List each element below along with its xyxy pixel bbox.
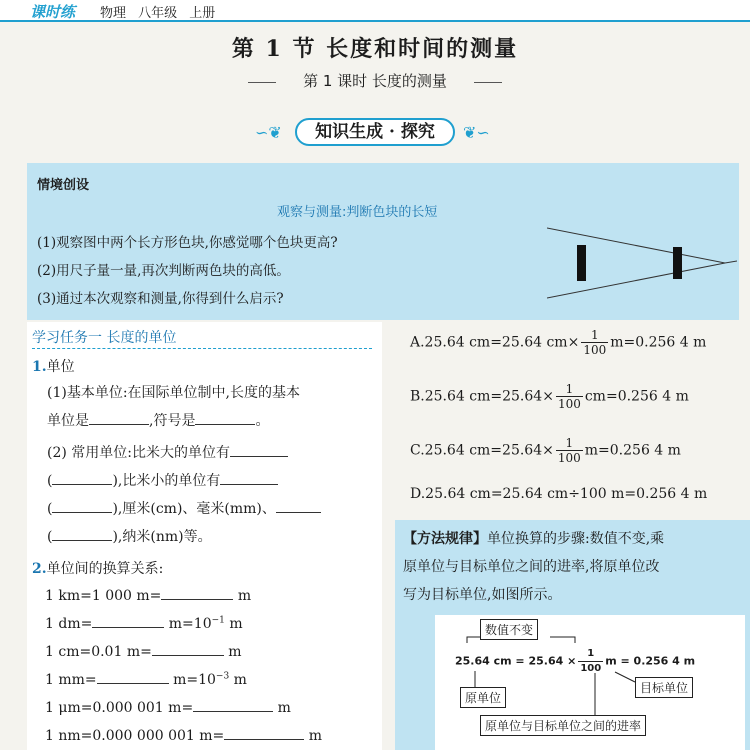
method-line-1 [403,528,664,548]
conv-um-blank[interactable] [193,698,273,712]
conv-cm-blank[interactable] [152,642,224,656]
frac-den: 100 [557,451,581,465]
conv-cm-left: 1 cm=0.01 m= [45,644,152,660]
option-c-fraction [556,436,583,465]
lesson-rule-right [474,82,502,83]
option-b-pre: B.25.64 cm=25.64× [410,388,554,405]
knowledge-banner [235,115,515,149]
task-heading: 学习任务一 长度的单位 [32,330,177,346]
item1-title: 单位 [46,359,75,375]
common-unit-text-2: ),比米小的单位有 [112,473,221,489]
paren-open-2: ( [47,501,53,517]
option-b[interactable] [410,382,689,411]
scenario-question-2: (2)用尺子量一量,再次判断两色块的高低。 [37,263,290,279]
conv-dm-mid: m=10 [168,616,212,632]
conversion-um [45,698,291,716]
smaller-unit-blank[interactable] [220,471,278,485]
paren-open-1: ( [47,473,53,489]
larger-unit-blank[interactable] [230,443,288,457]
conv-dm-exponent: −1 [211,615,225,626]
method-tag: 【方法规律】 [403,531,487,547]
paren-open-3: ( [47,529,53,545]
scenario-question-3: (3)通过本次观察和测量,你得到什么启示? [37,291,284,307]
arrow-left-top [467,637,480,643]
conv-dm-left: 1 dm= [45,616,93,632]
micrometer-symbol-blank[interactable] [52,527,112,541]
basic-unit-symbol-blank[interactable] [195,411,255,425]
conv-mm-blank[interactable] [97,670,169,684]
smaller-unit-symbol-blank[interactable] [52,499,112,513]
conv-cm-unit: m [228,644,242,660]
option-c[interactable] [410,436,681,465]
conv-km-blank[interactable] [161,586,233,600]
learning-task-column [27,322,382,750]
section-title: 第 1 节 长度和时间的测量 [231,36,519,62]
scenario-box [27,163,739,320]
frac-num: 1 [556,436,583,451]
lesson-title: 第 1 课时 长度的测量 [303,72,447,90]
conv-mm-exponent: −3 [215,671,230,682]
scenario-question-1: (1)观察图中两个长方形色块,你感觉哪个色块更高? [37,235,338,251]
basic-unit-name-blank[interactable] [89,411,149,425]
conv-nm-left: 1 nm=0.000 000 001 m= [45,728,225,744]
basic-unit-line2 [47,410,269,430]
item1-number: 1. [32,359,47,375]
color-block-right [673,247,682,279]
common-unit-text-1: (2) 常用单位:比米大的单位有 [47,445,230,461]
basic-unit-line1: (1)基本单位:在国际单位制中,长度的基本 [47,385,300,401]
conversion-diagram [435,615,745,750]
item2-number: 2. [32,561,47,577]
arrow-right-top [550,637,575,643]
conv-km-left: 1 km=1 000 m= [45,588,162,604]
formula-fraction [578,647,603,676]
option-d[interactable]: D.25.64 cm=25.64 cm÷100 m=0.256 4 m [410,486,708,502]
formula-frac-den: 100 [580,663,602,674]
basic-unit-text-b: ,符号是 [149,413,196,429]
common-unit-line3 [47,498,321,518]
item2-heading [32,558,163,578]
conv-nm-blank[interactable] [224,726,304,740]
common-unit-line4 [47,526,212,546]
swirl-left-icon: ∽❦ [255,123,282,142]
option-b-fraction [556,382,583,411]
frac-den: 100 [583,343,607,357]
perspective-illustration [547,213,737,313]
common-unit-line1 [47,442,288,462]
conv-mm-unit: m [229,672,247,688]
value-unchanged-label: 数值不变 [480,619,538,640]
conv-nm-unit: m [308,728,322,744]
scenario-subtitle: 观察与测量:判断色块的长短 [277,205,438,220]
conv-dm-unit: m [224,616,243,632]
formula-right: m = 0.256 4 m [605,654,696,668]
option-c-pre: C.25.64 cm=25.64× [410,442,554,459]
method-line-3: 写为目标单位,如图所示。 [403,587,562,603]
conv-um-left: 1 μm=0.000 001 m= [45,700,194,716]
formula-left: 25.64 cm = 25.64 × [455,654,577,668]
frac-den: 100 [557,397,581,411]
color-block-left [577,245,586,281]
conv-um-unit: m [277,700,291,716]
banner-label: 知识生成 · 探究 [295,118,455,146]
subject-grade: 物理 八年级 上册 [100,6,216,21]
method-text-1: 单位换算的步骤:数值不变,乘 [487,531,665,547]
conversion-km [45,586,251,604]
brand-logo: 课时练 [30,3,76,21]
conversion-nm [45,726,322,744]
frac-num: 1 [581,328,608,343]
basic-unit-text-c: 。 [255,413,270,429]
top-header-bar [0,0,750,22]
conversion-cm [45,642,242,660]
conv-dm-blank[interactable] [92,614,164,628]
common-unit-text-4: ),纳米(nm)等。 [112,529,212,545]
conversion-mm [45,670,247,688]
conversion-dm [45,614,243,632]
micrometer-blank[interactable] [276,499,321,513]
larger-unit-symbol-blank[interactable] [52,471,112,485]
conv-mm-left: 1 mm= [45,672,97,688]
diagram-formula [455,647,695,676]
common-unit-line2 [47,470,278,490]
item2-title: 单位间的换算关系: [46,561,164,577]
option-a[interactable] [410,328,706,357]
item1-heading [32,356,75,376]
target-unit-box: 目标单位 [635,677,693,698]
formula-frac-num: 1 [578,647,603,662]
option-c-post: m=0.256 4 m [584,442,681,459]
option-a-post: m=0.256 4 m [610,334,707,351]
common-unit-text-3: ),厘米(cm)、毫米(mm)、 [112,501,276,517]
original-unit-box: 原单位 [460,687,506,708]
conversion-rate-box: 原单位与目标单位之间的进率 [480,715,646,736]
conv-mm-mid: m=10 [173,672,216,688]
conv-km-unit: m [237,588,252,604]
frac-num: 1 [556,382,583,397]
basic-unit-text-a: 单位是 [47,413,89,429]
swirl-right-icon: ❦∽ [463,123,490,142]
option-a-pre: A.25.64 cm=25.64 cm× [410,334,580,351]
scenario-label: 情境创设 [37,178,90,193]
option-a-fraction [581,328,608,357]
method-line-2: 原单位与目标单位之间的进率,将原单位改 [403,559,660,575]
task-divider [32,348,372,349]
option-b-post: cm=0.256 4 m [584,388,689,405]
method-rule-box [395,520,750,750]
